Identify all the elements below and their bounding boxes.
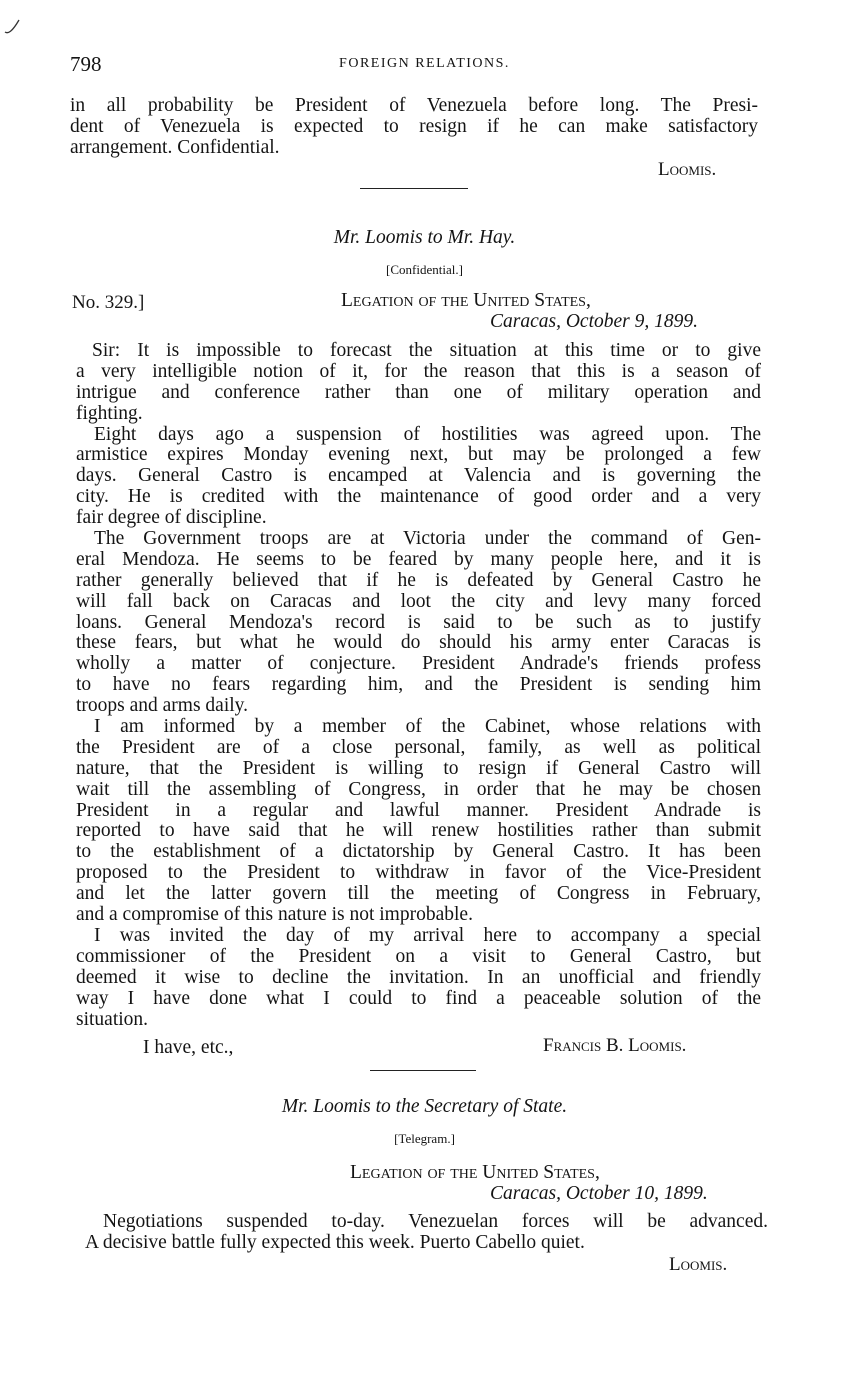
text-line: loans. General Mendoza's record is said to be such as to justify: [76, 611, 761, 633]
text-line: President in a regular and lawful manner. President Andrade is: [76, 799, 761, 821]
text-line: rather generally believed that if he is defeated by General Castro he: [76, 569, 761, 591]
section-divider: [370, 1070, 476, 1071]
letter-note: [Telegram.]: [394, 1131, 455, 1146]
legation-line: Legation of the United States,: [341, 290, 591, 311]
text-line: these fears, but what he would do should his army enter Caracas is: [76, 632, 761, 654]
text-line: and a compromise of this nature is not improbable.: [76, 904, 473, 926]
text-line: arrangement. Confidential.: [70, 136, 280, 158]
text-line: in all probability be President of Venezuela before long. The Presi-: [70, 95, 758, 116]
text-line: intrigue and conference rather than one of military operation and: [76, 381, 761, 403]
top-letter-text: [70, 96, 758, 159]
text-line: I was invited the day of my arrival here to accompany a special: [94, 924, 761, 946]
text-line: dent of Venezuela is expected to resign if he can make satisfactory: [70, 115, 758, 137]
text-line: Negotiations suspended to-day. Venezuelan forces will be advanced.: [103, 1211, 768, 1232]
closing: I have, etc.,: [143, 1037, 234, 1058]
text-line: a very intelligible notion of it, for the reason that this is a season of: [76, 360, 761, 382]
pencil-tick-mark: [4, 18, 20, 36]
dispatch-number: No. 329.]: [72, 292, 145, 313]
text-line: wait till the assembling of Congress, in order that he may be chosen: [76, 778, 761, 800]
text-line: I am informed by a member of the Cabinet, whose relations with: [94, 716, 761, 738]
text-line: city. He is credited with the maintenance of good order and a very: [76, 486, 761, 508]
dateline-date: October 9, 1899.: [565, 311, 698, 332]
dateline: [490, 1183, 708, 1205]
dateline-date: October 10, 1899.: [565, 1183, 708, 1204]
text-line: Sir: It is impossible to forecast the situation at this time or to give: [92, 340, 761, 361]
text-line: to the establishment of a dictatorship by General Castro. It has been: [76, 841, 761, 863]
text-line: nature, that the President is willing to resign if General Castro will: [76, 757, 761, 779]
page-number: 798: [70, 52, 102, 76]
running-title: FOREIGN RELATIONS.: [339, 56, 510, 71]
text-line: proposed to the President to withdraw in favor of the Vice-President: [76, 862, 761, 884]
signature: Francis B. Loomis.: [543, 1035, 687, 1056]
text-line: to have no fears regarding him, and the President is sending him: [76, 674, 761, 696]
text-line: fair degree of discipline.: [76, 507, 267, 529]
text-line: deemed it wise to decline the invitation. In an unofficial and friendly: [76, 966, 761, 988]
text-line: armistice expires Monday evening next, but may be prolonged a few: [76, 444, 761, 466]
text-line: reported to have said that he will renew hostilities rather than submit: [76, 820, 761, 842]
text-line: situation.: [76, 1008, 149, 1030]
legation-line: Legation of the United States,: [350, 1162, 600, 1183]
text-line: way I have done what I could to find a peaceable solution of the: [76, 987, 761, 1009]
text-line: fighting.: [76, 402, 143, 424]
text-line: the President are of a close personal, family, as well as political: [76, 736, 761, 758]
text-line: days. General Castro is encamped at Valencia and is governing the: [76, 465, 761, 487]
text-line: troops and arms daily.: [76, 695, 249, 717]
text-line: commissioner of the President on a visit to General Castro, but: [76, 945, 761, 967]
text-line: The Government troops are at Victoria under the command of Gen-: [94, 528, 761, 550]
dateline-place: Caracas,: [490, 1183, 561, 1204]
section-divider: [360, 188, 468, 189]
signature: Loomis.: [658, 159, 717, 180]
text-line: A decisive battle fully expected this week. Puerto Cabello quiet.: [85, 1231, 585, 1253]
telegram-body: [85, 1212, 768, 1254]
letter-body: [76, 341, 761, 1030]
text-line: will fall back on Caracas and loot the city and levy many forced: [76, 590, 761, 612]
signature: Loomis.: [669, 1254, 728, 1275]
letter-heading: Mr. Loomis to the Secretary of State.: [281, 1096, 568, 1117]
text-line: wholly a matter of conjecture. President Andrade's friends profess: [76, 653, 761, 675]
dateline-place: Caracas,: [490, 311, 561, 332]
text-line: Eight days ago a suspension of hostilities was agreed upon. The: [94, 423, 761, 445]
text-line: eral Mendoza. He seems to be feared by many people here, and it is: [76, 548, 761, 570]
dateline: [490, 311, 698, 333]
text-line: and let the latter govern till the meeting of Congress in February,: [76, 883, 761, 905]
letter-heading: Mr. Loomis to Mr. Hay.: [333, 227, 516, 248]
letter-note: [Confidential.]: [386, 262, 463, 277]
